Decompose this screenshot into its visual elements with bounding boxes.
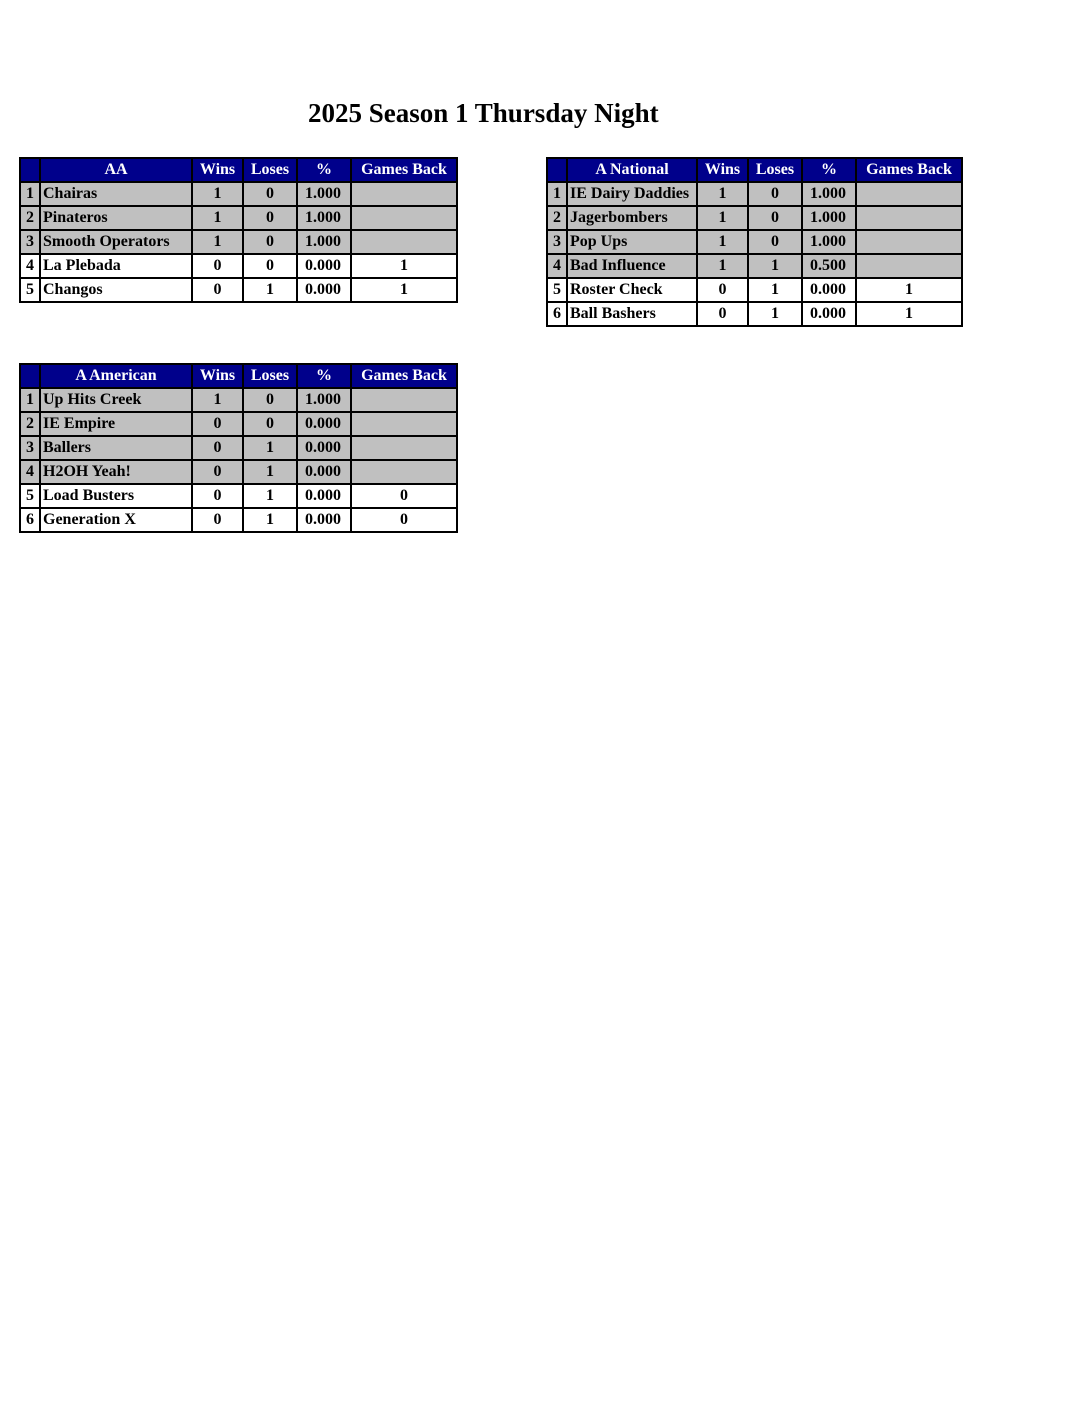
loses-cell: 1 <box>243 484 297 508</box>
pct-cell: 0.000 <box>297 412 351 436</box>
wins-cell: 0 <box>192 508 243 532</box>
loses-cell: 1 <box>243 460 297 484</box>
pct-cell: 0.000 <box>297 278 351 302</box>
table-row <box>20 388 457 412</box>
division-name-header: AA <box>40 158 192 182</box>
team-name-cell: Ballers <box>40 436 192 460</box>
rank-cell: 4 <box>20 460 40 484</box>
games-back-cell: 0 <box>351 484 457 508</box>
loses-cell: 0 <box>748 206 802 230</box>
pct-cell: 0.000 <box>297 484 351 508</box>
pct-header: % <box>802 158 856 182</box>
wins-cell: 0 <box>192 412 243 436</box>
table-row <box>547 254 962 278</box>
wins-cell: 0 <box>192 460 243 484</box>
team-name-cell: Smooth Operators <box>40 230 192 254</box>
table-header-row <box>20 158 457 182</box>
games-back-cell <box>351 388 457 412</box>
team-name-cell: Pop Ups <box>567 230 697 254</box>
loses-cell: 1 <box>243 436 297 460</box>
pct-cell: 0.000 <box>802 278 856 302</box>
team-name-cell: Pinateros <box>40 206 192 230</box>
wins-cell: 0 <box>697 302 748 326</box>
table-row <box>20 230 457 254</box>
rank-cell: 1 <box>20 388 40 412</box>
rank-cell: 5 <box>547 278 567 302</box>
loses-header: Loses <box>748 158 802 182</box>
pct-header: % <box>297 364 351 388</box>
games-back-header: Games Back <box>351 158 457 182</box>
page-title: 2025 Season 1 Thursday Night <box>308 98 659 128</box>
loses-cell: 0 <box>243 230 297 254</box>
games-back-cell <box>351 182 457 206</box>
pct-cell: 0.000 <box>297 254 351 278</box>
team-name-cell: IE Empire <box>40 412 192 436</box>
pct-header: % <box>297 158 351 182</box>
rank-cell: 5 <box>20 484 40 508</box>
wins-cell: 0 <box>192 278 243 302</box>
games-back-cell: 1 <box>856 278 962 302</box>
games-back-header: Games Back <box>351 364 457 388</box>
wins-header: Wins <box>192 364 243 388</box>
table-row <box>20 278 457 302</box>
loses-header: Loses <box>243 158 297 182</box>
loses-cell: 0 <box>243 412 297 436</box>
rank-cell: 1 <box>547 182 567 206</box>
pct-cell: 1.000 <box>802 206 856 230</box>
standings-table-aa <box>19 157 458 303</box>
table-row <box>547 206 962 230</box>
games-back-cell: 0 <box>351 508 457 532</box>
rank-cell: 3 <box>20 230 40 254</box>
pct-cell: 1.000 <box>802 182 856 206</box>
table-row <box>20 484 457 508</box>
games-back-cell <box>351 436 457 460</box>
rank-cell: 2 <box>20 412 40 436</box>
table-header-row <box>547 158 962 182</box>
loses-cell: 1 <box>243 278 297 302</box>
rank-header <box>20 364 40 388</box>
wins-cell: 1 <box>697 254 748 278</box>
wins-cell: 1 <box>192 182 243 206</box>
table-row <box>20 436 457 460</box>
rank-cell: 3 <box>547 230 567 254</box>
loses-cell: 1 <box>748 254 802 278</box>
wins-cell: 1 <box>697 206 748 230</box>
division-name-header: A American <box>40 364 192 388</box>
table-row <box>547 278 962 302</box>
games-back-cell <box>351 412 457 436</box>
table-header-row <box>20 364 457 388</box>
pct-cell: 0.000 <box>297 508 351 532</box>
standings-table-a-national <box>546 157 963 327</box>
loses-cell: 1 <box>243 508 297 532</box>
wins-cell: 0 <box>697 278 748 302</box>
division-name-header: A National <box>567 158 697 182</box>
pct-cell: 0.000 <box>802 302 856 326</box>
games-back-header: Games Back <box>856 158 962 182</box>
loses-cell: 1 <box>748 278 802 302</box>
table-row <box>547 230 962 254</box>
table-row <box>20 254 457 278</box>
loses-cell: 0 <box>748 182 802 206</box>
wins-cell: 1 <box>697 230 748 254</box>
wins-header: Wins <box>697 158 748 182</box>
team-name-cell: Ball Bashers <box>567 302 697 326</box>
rank-cell: 2 <box>20 206 40 230</box>
team-name-cell: Generation X <box>40 508 192 532</box>
wins-cell: 0 <box>192 254 243 278</box>
rank-cell: 6 <box>20 508 40 532</box>
games-back-cell <box>856 254 962 278</box>
wins-header: Wins <box>192 158 243 182</box>
loses-cell: 0 <box>243 182 297 206</box>
pct-cell: 1.000 <box>297 182 351 206</box>
team-name-cell: Chairas <box>40 182 192 206</box>
table-row <box>547 182 962 206</box>
wins-cell: 1 <box>697 182 748 206</box>
loses-cell: 1 <box>748 302 802 326</box>
team-name-cell: Load Busters <box>40 484 192 508</box>
pct-cell: 1.000 <box>297 206 351 230</box>
rank-cell: 6 <box>547 302 567 326</box>
games-back-cell <box>856 206 962 230</box>
rank-header <box>20 158 40 182</box>
pct-cell: 1.000 <box>297 388 351 412</box>
wins-cell: 0 <box>192 436 243 460</box>
team-name-cell: IE Dairy Daddies <box>567 182 697 206</box>
games-back-cell <box>351 230 457 254</box>
loses-header: Loses <box>243 364 297 388</box>
pct-cell: 1.000 <box>297 230 351 254</box>
rank-cell: 1 <box>20 182 40 206</box>
rank-cell: 4 <box>20 254 40 278</box>
table-row <box>20 412 457 436</box>
rank-cell: 4 <box>547 254 567 278</box>
pct-cell: 1.000 <box>802 230 856 254</box>
table-row <box>547 302 962 326</box>
table-row <box>20 206 457 230</box>
games-back-cell <box>856 230 962 254</box>
standings-table-a-american <box>19 363 458 533</box>
loses-cell: 0 <box>748 230 802 254</box>
rank-cell: 3 <box>20 436 40 460</box>
wins-cell: 0 <box>192 484 243 508</box>
wins-cell: 1 <box>192 206 243 230</box>
pct-cell: 0.000 <box>297 460 351 484</box>
team-name-cell: La Plebada <box>40 254 192 278</box>
wins-cell: 1 <box>192 230 243 254</box>
team-name-cell: Jagerbombers <box>567 206 697 230</box>
pct-cell: 0.500 <box>802 254 856 278</box>
wins-cell: 1 <box>192 388 243 412</box>
team-name-cell: Changos <box>40 278 192 302</box>
table-row <box>20 182 457 206</box>
team-name-cell: H2OH Yeah! <box>40 460 192 484</box>
games-back-cell: 1 <box>351 278 457 302</box>
table-row <box>20 460 457 484</box>
rank-cell: 5 <box>20 278 40 302</box>
team-name-cell: Roster Check <box>567 278 697 302</box>
rank-cell: 2 <box>547 206 567 230</box>
loses-cell: 0 <box>243 206 297 230</box>
team-name-cell: Up Hits Creek <box>40 388 192 412</box>
games-back-cell <box>856 182 962 206</box>
team-name-cell: Bad Influence <box>567 254 697 278</box>
loses-cell: 0 <box>243 254 297 278</box>
pct-cell: 0.000 <box>297 436 351 460</box>
table-row <box>20 508 457 532</box>
games-back-cell <box>351 460 457 484</box>
games-back-cell: 1 <box>856 302 962 326</box>
games-back-cell <box>351 206 457 230</box>
games-back-cell: 1 <box>351 254 457 278</box>
loses-cell: 0 <box>243 388 297 412</box>
rank-header <box>547 158 567 182</box>
